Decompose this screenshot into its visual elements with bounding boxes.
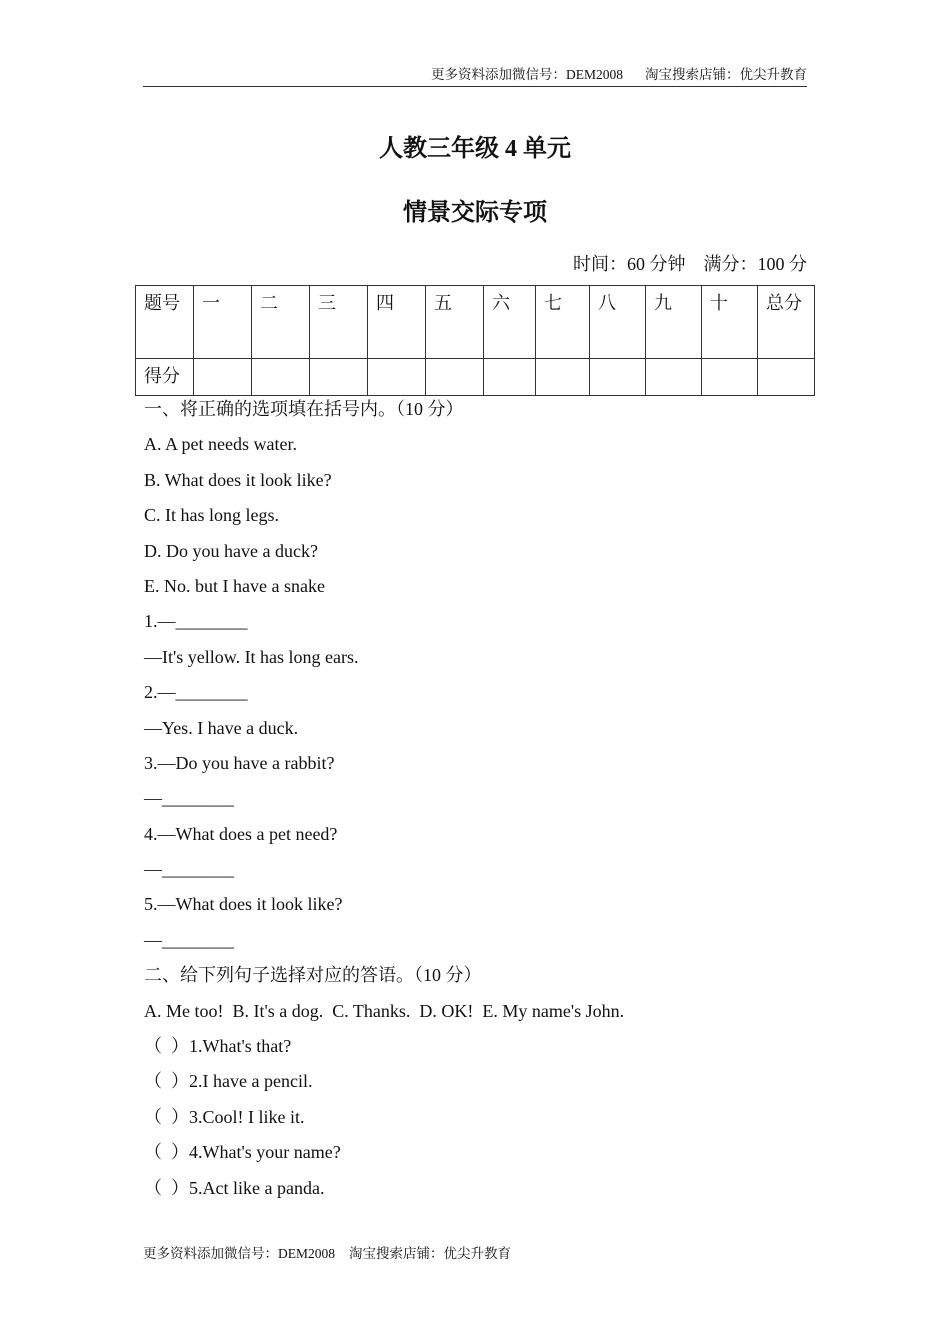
score-table-column: 三 [310,286,368,359]
score-table-column-total: 总分 [758,286,815,359]
section1-heading: 一、将正确的选项填在括号内。（10 分） [144,399,464,419]
footer-shop: 淘宝搜索店铺：优尖升教育 [349,1246,511,1261]
section1-dialog-line: 2.—________ [144,682,248,703]
worksheet-body [144,392,824,1206]
score-table-column: 二 [252,286,310,359]
footer-wechat: 更多资料添加微信号：DEM2008 [143,1246,335,1261]
section1-dialog-line: —________ [144,859,234,880]
section1-dialog-line: 1.—________ [144,611,248,632]
document-subtitle: 情景交际专项 [403,200,547,226]
section1-option: C. It has long legs. [144,505,279,526]
score-table-column: 四 [368,286,426,359]
score-cell [536,359,590,396]
score-cell [252,359,310,396]
header-wechat: 更多资料添加微信号：DEM2008 [431,67,623,82]
section1-dialog-line: —Yes. I have a duck. [144,717,299,738]
score-cell [646,359,702,396]
exam-time: 时间：60 分钟 [573,254,686,274]
score-table-column: 八 [590,286,646,359]
score-table-score-row [136,359,815,396]
section1-dialog-line: —It's yellow. It has long ears. [144,646,359,667]
score-table [135,285,815,396]
score-table-score-label: 得分 [136,359,194,396]
header-shop: 淘宝搜索店铺：优尖升教育 [645,67,807,82]
section1-dialog-line: —________ [144,929,234,950]
section2-question: （ ）4.What's your name? [144,1142,341,1163]
section2-question: （ ）5.Act like a panda. [144,1177,325,1198]
section2-question: （ ）3.Cool! I like it. [144,1106,305,1127]
score-cell [702,359,758,396]
document-title: 人教三年级 4 单元 [379,136,571,162]
score-cell [484,359,536,396]
section2-question: （ ）1.What's that? [144,1036,292,1057]
score-table-header-row [136,286,815,359]
section2-heading: 二、给下列句子选择对应的答语。（10 分） [144,965,482,986]
score-table-column: 七 [536,286,590,359]
exam-info [573,252,807,276]
section2-options: A. Me too! B. It's a dog. C. Thanks. D. OK! E. My name's John. [144,1000,625,1021]
score-cell [310,359,368,396]
section1-dialog-line: —________ [144,788,234,809]
page-header [143,66,807,87]
score-table-column: 六 [484,286,536,359]
score-table-column: 十 [702,286,758,359]
section1-option: A. A pet needs water. [144,434,297,455]
score-cell [426,359,484,396]
section1-dialog-line: 4.—What does a pet need? [144,823,338,844]
score-table-column: 五 [426,286,484,359]
section1-option: E. No. but I have a snake [144,575,325,596]
section2-question: （ ）2.I have a pencil. [144,1071,313,1092]
score-table-column: 一 [194,286,252,359]
section1-dialog-line: 3.—Do you have a rabbit? [144,752,335,773]
score-table-column: 九 [646,286,702,359]
score-cell [194,359,252,396]
section1-option: D. Do you have a duck? [144,540,318,561]
page-footer [143,1245,511,1263]
score-table-header-label: 题号 [136,286,194,359]
score-cell [758,359,815,396]
score-cell [368,359,426,396]
section1-dialog-line: 5.—What does it look like? [144,894,343,915]
exam-full-score: 满分：100 分 [703,254,807,274]
score-cell [590,359,646,396]
section1-option: B. What does it look like? [144,469,332,490]
